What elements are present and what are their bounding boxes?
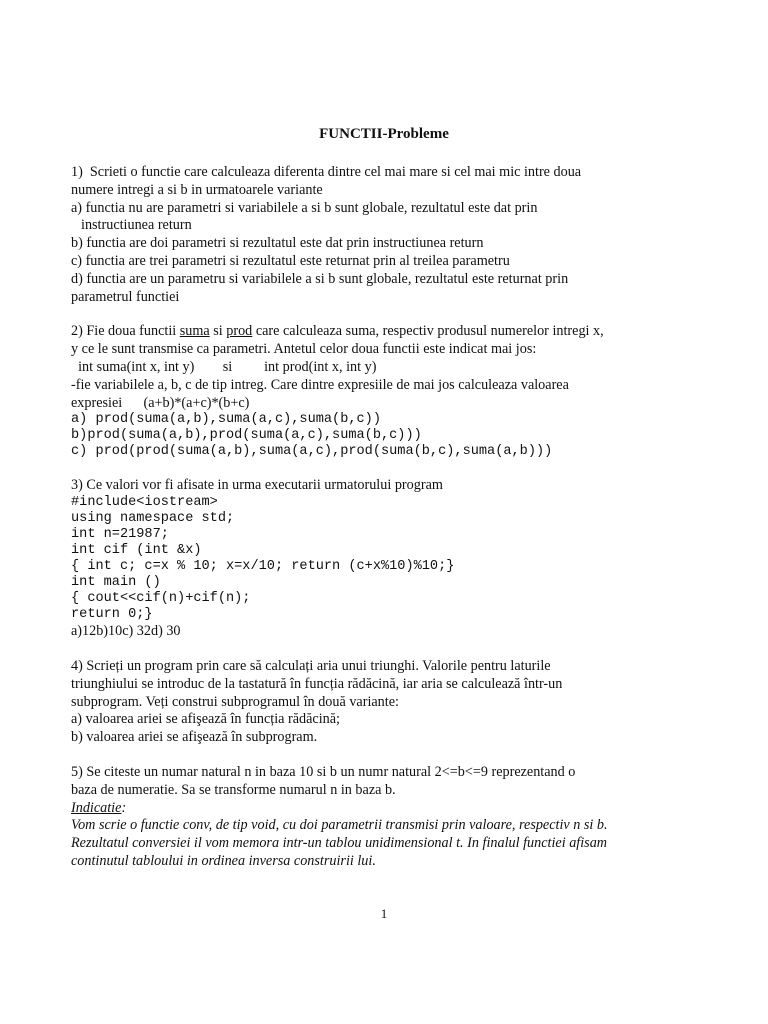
indicatie-label: Indicatie <box>71 799 122 816</box>
problem-2 <box>71 323 711 460</box>
p1-variant-d-line1: d) functia are un parametru si variabilele a si b sunt globale, rezultatul este returnat prin <box>71 270 569 287</box>
p2-line1-pre: 2) Fie doua functii <box>71 323 180 340</box>
problem-5 <box>71 764 711 871</box>
p2-line1 <box>71 323 711 341</box>
p2-option-c: c) prod(prod(suma(a,b),suma(a,c),prod(suma(b,c),suma(a,b))) <box>71 444 553 460</box>
p4-line1: 4) Scrieți un program prin care să calculați aria unui triunghi. Valorile pentru laturile <box>71 657 551 674</box>
problem-3 <box>71 477 711 641</box>
p5-hint-line3: continutul tabloului in ordinea inversa construirii lui. <box>71 852 376 869</box>
p1-variant-a-line1: a) functia nu are parametri si variabilele a si b sunt globale, rezultatul este dat prin <box>71 199 538 216</box>
p1-variant-b: b) functia are doi parametri si rezultatul este dat prin instructiunea return <box>71 235 484 252</box>
p2-line2: y ce le sunt transmise ca parametri. Antetul celor doua functii este indicat mai jos: <box>71 341 537 358</box>
code-line: using namespace std; <box>71 511 235 527</box>
p3-line1: 3) Ce valori vor fi afisate in urma executarii urmatorului program <box>71 477 443 494</box>
code-line: int cif (int &x) <box>71 543 202 559</box>
p5-hint-line2: Rezultatul conversiei il vom memora intr-un tablou unidimensional t. In finalul functiei afisam <box>71 835 608 852</box>
p5-hint-line1: Vom scrie o functie conv, de tip void, cu doi parametrii transmisi prin valoare, respectiv n si b. <box>71 817 608 834</box>
p3-answers: a)12b)10c) 32d) 30 <box>71 623 181 640</box>
suma-underlined: suma <box>179 323 210 340</box>
p2-line1-post: care calculeaza suma, respectiv produsul numerelor intregi x, <box>252 323 604 340</box>
p2-option-b: b)prod(suma(a,b),prod(suma(a,c),suma(b,c))) <box>71 428 422 444</box>
page-number: 1 <box>380 906 388 921</box>
problem-1 <box>71 164 711 306</box>
code-line: #include<iostream> <box>71 495 218 511</box>
p1-variant-c: c) functia are trei parametri si rezultatul este returnat prin al treilea parametru <box>71 252 510 269</box>
p2-line5: expresiei (a+b)*(a+c)*(b+c) <box>71 394 250 411</box>
p4-line3: subprogram. Veți construi subprogramul în două variante: <box>71 693 399 710</box>
p1-variant-a-line2: instructiunea return <box>81 217 192 234</box>
code-line: int n=21987; <box>71 527 169 543</box>
p2-option-a: a) prod(suma(a,b),suma(a,c),suma(b,c)) <box>71 412 381 428</box>
p4-variant-b: b) valoarea ariei se afişează în subprogram. <box>71 729 318 746</box>
code-line: return 0;} <box>71 607 153 623</box>
p5-line2: baza de numeratie. Sa se transforme numarul n in baza b. <box>71 781 396 798</box>
code-line: { cout<<cif(n)+cif(n); <box>71 591 251 607</box>
p4-line2: triunghiului se introduc de la tastatură în funcția rădăcină, iar aria se calculează într-un <box>71 675 563 692</box>
p4-variant-a: a) valoarea ariei se afişează în funcția rădăcină; <box>71 711 340 728</box>
code-line: { int c; c=x % 10; x=x/10; return (c+x%10)%10;} <box>71 559 455 575</box>
code-line: int main () <box>71 575 161 591</box>
p2-function-headers: int suma(int x, int y) si int prod(int x, int y) <box>71 358 377 375</box>
p2-line4: -fie variabilele a, b, c de tip intreg. Care dintre expresiile de mai jos calculeaza valoarea <box>71 376 569 393</box>
prod-underlined: prod <box>226 323 253 340</box>
p2-si: si <box>209 323 227 340</box>
p1-line2: numere intregi a si b in urmatoarele variante <box>71 181 323 198</box>
p1-line1: 1) Scrieti o functie care calculeaza diferenta dintre cel mai mare si cel mai mic intre doua <box>71 164 582 180</box>
p5-indicatie <box>71 800 711 818</box>
document-body <box>71 164 711 871</box>
p1-variant-d-line2: parametrul functiei <box>71 288 180 305</box>
p5-line1: 5) Se citeste un numar natural n in baza 10 si b un numr natural 2<=b<=9 reprezentand o <box>71 763 576 780</box>
indicatie-colon: : <box>121 799 127 816</box>
page-title: FUNCTII-Probleme <box>319 126 449 142</box>
problem-4 <box>71 658 711 747</box>
